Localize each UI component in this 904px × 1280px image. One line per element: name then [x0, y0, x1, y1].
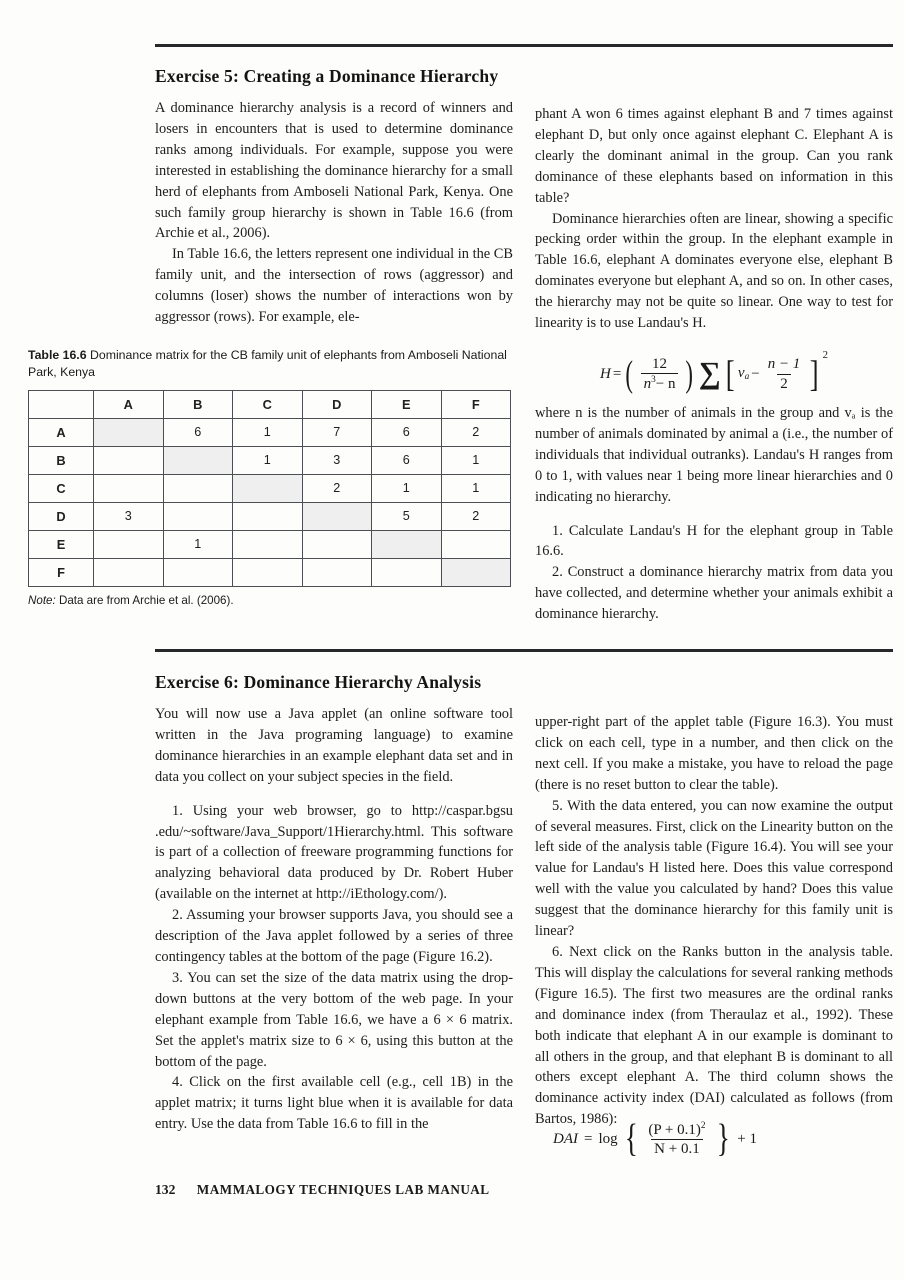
- section-rule-top: [155, 44, 893, 47]
- exercise5-task-2: 2. Construct a dominance hierarchy matrix from data you have collected, and determine whether your animals exhibit a dominance hierarchy.: [535, 564, 893, 623]
- cell-a-c: 1: [233, 418, 303, 446]
- cell-c-d: 2: [302, 474, 372, 502]
- cell-d-e: 5: [372, 502, 442, 530]
- formula-dai-plus-one: + 1: [737, 1130, 757, 1147]
- cell-f-a: [94, 558, 164, 586]
- exercise6-step-5: 5. With the data entered, you can now examine the output of several measures. First, click on the Linearity button on the left side of the analysis table (Figure 16.4). You will see your value for Landau's H listed here. Does this value correspond well with the value you calculated by hand? Does this value suggest that the dominance hierarchy for this family unit is linear?: [535, 797, 893, 940]
- cell-e-c: [233, 530, 303, 558]
- table-row: [29, 446, 511, 474]
- exercise5-task-1: 1. Calculate Landau's H for the elephant group in Table 16.6.: [535, 522, 893, 560]
- formula-dai-equals: =: [584, 1130, 593, 1147]
- formula-dai-num-exponent: 2: [700, 1120, 706, 1131]
- cell-b-d: 3: [302, 446, 372, 474]
- cell-e-f: [441, 530, 511, 558]
- formula-dai-numerator: [645, 1121, 708, 1139]
- table-column-header-a: A: [94, 390, 164, 418]
- table-row: [29, 418, 511, 446]
- cell-f-e: [372, 558, 442, 586]
- formula-h-minus: −: [751, 365, 760, 382]
- exercise6-right-column: [535, 712, 893, 1130]
- exercise5-right-paragraph-1: phant A won 6 times against elephant B and 7 times against elephant D, but only once against elephant C. Elephant A is clearly the dominant animal in the group. Can you rank dominance of these elephants based on information in this table?: [535, 106, 893, 206]
- cell-f-b: [163, 558, 233, 586]
- table-row-header-f: F: [29, 558, 94, 586]
- formula-dai-lhs: DAI: [553, 1130, 578, 1147]
- exercise6-left-paragraph-1: You will now use a Java applet (an online software tool written in the Java programing language) to examine dominance hierarchies in an example elephant data set and in data you collect on your subject species in the field.: [155, 706, 513, 785]
- cell-c-e: 1: [372, 474, 442, 502]
- cell-f-d: [302, 558, 372, 586]
- cell-a-d: 7: [302, 418, 372, 446]
- exercise6-left-column: [155, 672, 513, 1135]
- book-title: MAMMALOGY TECHNIQUES LAB MANUAL: [196, 1182, 490, 1197]
- table-caption-text: Dominance matrix for the CB family unit of elephants from Amboseli National Park, Kenya: [28, 348, 507, 379]
- exercise5-right-column-bottom: [535, 403, 893, 625]
- table-label: Table 16.6: [28, 348, 87, 362]
- exercise5-right-paragraph-3: where n is the number of animals in the group and vₐ is the number of animals dominated by animal a (i.e., the number of individuals that individual outranks). Landau's H ranges from 0 to 1, with values near 1 being more linear hierarchies and 0 indicating no hierarchy.: [535, 405, 893, 505]
- cell-c-a: [94, 474, 164, 502]
- cell-d-c: [233, 502, 303, 530]
- cell-f-c: [233, 558, 303, 586]
- table-column-header-e: E: [372, 390, 442, 418]
- table-column-header-f: F: [441, 390, 511, 418]
- exercise6-step-6: 6. Next click on the Ranks button in the analysis table. This will display the calculations for several ranking methods (Figure 16.5). The first two measures are the ordinal ranks and dominance index (from Theraulaz et al., 1992). These both indicate that elephant A in our example is dominant to all others in the group, and that elephant B is dominant to all others except elephant A. The third column shows the dominance activity index (DAI) calculated as follows (from Bartos, 1986):: [535, 943, 893, 1128]
- table-note: [28, 594, 523, 607]
- cell-b-e: 6: [372, 446, 442, 474]
- formula-h-coef-denominator: [641, 373, 679, 392]
- cell-d-b: [163, 502, 233, 530]
- formula-dai-num-text: (P + 0.1): [648, 1121, 701, 1138]
- paragraph-gap: [535, 508, 893, 521]
- table-row-header-b: B: [29, 446, 94, 474]
- table-corner-cell: [29, 390, 94, 418]
- cell-a-b: 6: [163, 418, 233, 446]
- right-brace-icon: }: [716, 1117, 730, 1161]
- formula-h-den-minus-n: − n: [655, 376, 676, 392]
- cell-c-b: [163, 474, 233, 502]
- cell-a-a: [94, 418, 164, 446]
- cell-d-a: 3: [94, 502, 164, 530]
- formula-h-den-n: n: [643, 376, 652, 392]
- formula-h-den-exponent: 3: [651, 375, 656, 385]
- table-note-text: Data are from Archie et al. (2006).: [58, 593, 234, 607]
- exercise6-step-2: 2. Assuming your browser supports Java, you should see a description of the Java applet followed by a series of three contingency tables at the bottom of the page (Figure 16.2).: [155, 907, 513, 965]
- table-row: [29, 502, 511, 530]
- left-bracket-icon: [: [725, 352, 735, 394]
- left-paren-icon: (: [625, 352, 634, 394]
- formula-h-v: v: [737, 365, 745, 382]
- summation-icon: ∑: [698, 356, 721, 391]
- formula-h-coef-numerator: 12: [652, 355, 668, 372]
- paragraph-gap: [155, 788, 513, 801]
- table-row-header-e: E: [29, 530, 94, 558]
- table-row: [29, 530, 511, 558]
- section-rule-middle: [155, 649, 893, 652]
- formula-dai-denominator: N + 0.1: [651, 1139, 703, 1157]
- cell-e-e: [372, 530, 442, 558]
- exercise5-left-paragraph-2: In Table 16.6, the letters represent one individual in the CB family unit, and the intersection of rows (aggressor) and columns (loser) shows the number of interactions won by aggressor (rows). For example, ele-: [155, 246, 513, 326]
- table-row-header-d: D: [29, 502, 94, 530]
- left-brace-icon: {: [624, 1117, 638, 1161]
- cell-e-a: [94, 530, 164, 558]
- cell-b-f: 1: [441, 446, 511, 474]
- exercise6-heading: Exercise 6: Dominance Hierarchy Analysis: [155, 672, 482, 692]
- exercise6-step-4-continued: upper-right part of the applet table (Figure 16.3). You must click on each cell, type in a number, and then click on the next cell. If you make a mistake, you have to reload the page (there is no reset button to clear the table).: [535, 714, 893, 793]
- cell-e-d: [302, 530, 372, 558]
- table-row: [29, 558, 511, 586]
- formula-h-inner-denominator: 2: [777, 374, 791, 392]
- exercise6-step-4: 4. Click on the first available cell (e.g., cell 1B) in the applet matrix; it turns light blue when it is available for data entry. Use the data from Table 16.6 to fill in the: [155, 1074, 513, 1133]
- table-header-row: [29, 390, 511, 418]
- cell-e-b: 1: [163, 530, 233, 558]
- right-bracket-icon: ]: [810, 352, 819, 394]
- exercise5-heading: Exercise 5: Creating a Dominance Hierarchy: [155, 66, 499, 86]
- formula-dai-log: log: [598, 1130, 618, 1147]
- table-column-header-d: D: [302, 390, 372, 418]
- cell-f-f: [441, 558, 511, 586]
- exercise6-step-1: 1. Using your web browser, go to http://caspar.bgsu .edu/~software/Java_Support/1Hierarchy.html. This software is part of a collection of freeware programming functions for analyzing behavioral data produced by Dr. Robert Huber (available on the internet at http://iEthology.com/).: [155, 802, 513, 903]
- exercise5-left-column: [155, 66, 513, 328]
- exercise5-right-paragraph-2: Dominance hierarchies often are linear, showing a specific pecking order within the group. In the elephant example in Table 16.6, elephant A dominates everyone else, elephant B dominates everyone but elephant A, and so on. In other cases, the hierarchy may not be quite so linear. One way to test for linearity is to use Landau's H.: [535, 210, 893, 332]
- exercise5-left-paragraph-1: A dominance hierarchy analysis is a record of winners and losers in encounters that is used to determine dominance ranks among individuals. For example, suppose you were interested in establishing the dominance hierarchy for a small herd of elephants from Amboseli National Park, Kenya. One such family group hierarchy is shown in Table 16.6 (from Archie et al., 2006).: [155, 100, 513, 242]
- formula-dai-fraction: [645, 1121, 708, 1157]
- page-footer: [155, 1182, 490, 1198]
- cell-c-c: [233, 474, 303, 502]
- cell-a-f: 2: [441, 418, 511, 446]
- cell-a-e: 6: [372, 418, 442, 446]
- table-row-header-c: C: [29, 474, 94, 502]
- formula-h-inner-numerator: n − 1: [767, 356, 801, 373]
- right-paren-icon: ): [685, 352, 694, 394]
- cell-b-c: 1: [233, 446, 303, 474]
- formula-h-inner-fraction: [765, 356, 804, 391]
- cell-c-f: 1: [441, 474, 511, 502]
- page-number: 132: [155, 1182, 176, 1197]
- formula-h-outer-exponent: 2: [822, 349, 828, 361]
- cell-b-a: [94, 446, 164, 474]
- table-row-header-a: A: [29, 418, 94, 446]
- formula-h-coefficient: [641, 356, 679, 392]
- table-note-label: Note:: [28, 593, 56, 607]
- cell-d-f: 2: [441, 502, 511, 530]
- dominance-matrix-table: [28, 390, 511, 587]
- table-caption: [28, 347, 523, 381]
- formula-h-equals: =: [612, 365, 622, 382]
- table-column-header-c: C: [233, 390, 303, 418]
- exercise5-right-column-top: [535, 104, 893, 334]
- cell-d-d: [302, 502, 372, 530]
- cell-b-b: [163, 446, 233, 474]
- formula-h-v-subscript: a: [744, 372, 750, 383]
- formula-landau-h: [535, 347, 893, 401]
- formula-h-lhs: H: [600, 365, 611, 382]
- formula-h-v-term: [738, 365, 749, 382]
- exercise6-step-3: 3. You can set the size of the data matrix using the drop-down buttons at the very bottom of the web page. In your elephant example from Table 16.6, we have a 6 × 6 matrix. Set the applet's matrix size to 6 × 6, using this button at the bottom of the page.: [155, 969, 513, 1070]
- formula-dai: [535, 1116, 893, 1162]
- table-16-6-block: [28, 347, 523, 607]
- table-column-header-b: B: [163, 390, 233, 418]
- table-row: [29, 474, 511, 502]
